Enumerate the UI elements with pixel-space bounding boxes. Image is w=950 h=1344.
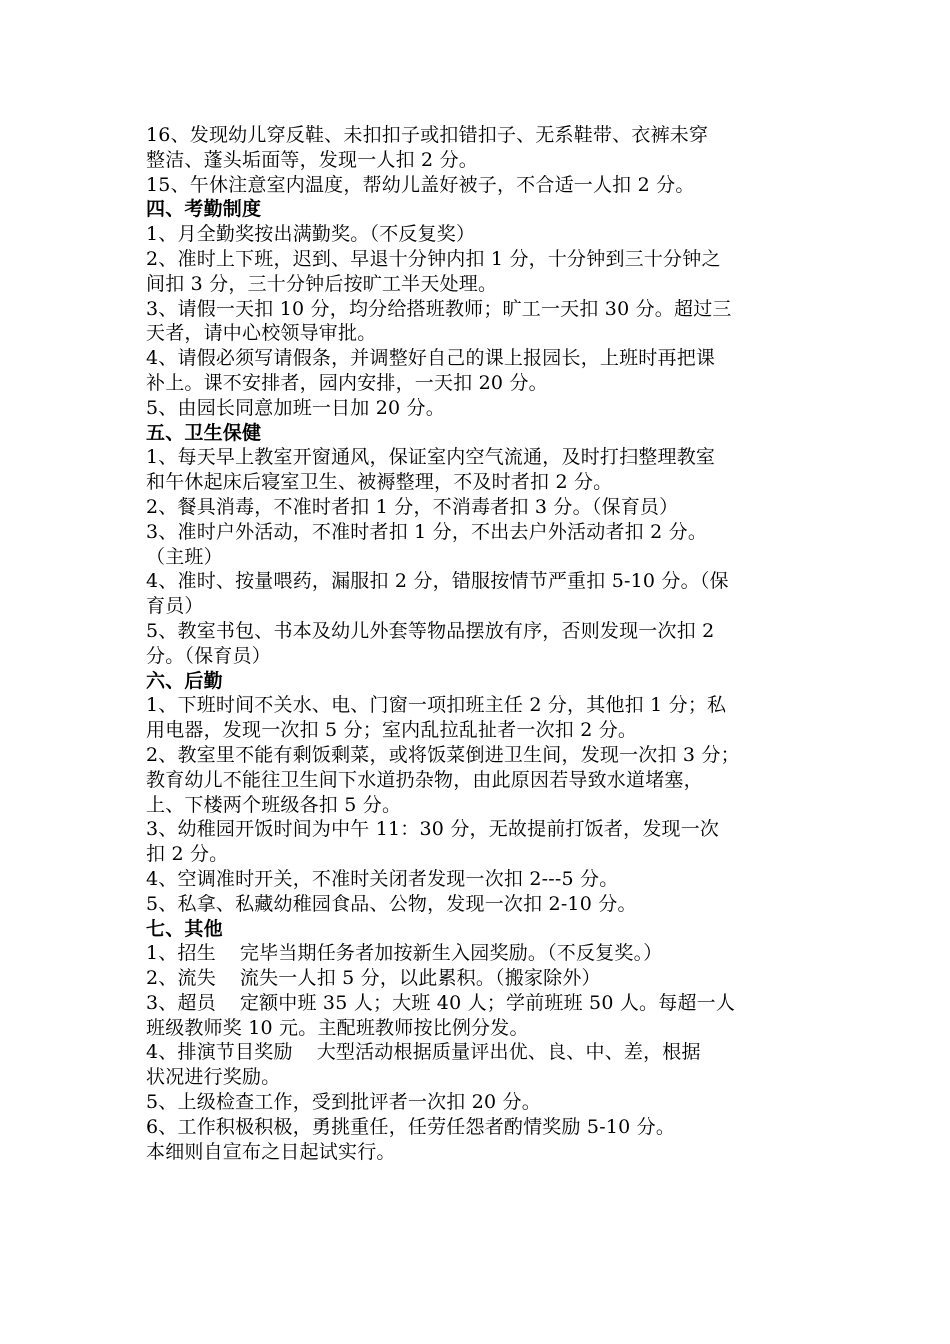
text-line [146,941,814,966]
line-text: 上、下楼两个班级各扣 5 分。 [146,793,402,816]
line-text: （主班） [146,545,223,568]
line-text: 3、请假一天扣 10 分，均分给搭班教师；旷工一天扣 30 分。超过三 [146,297,732,320]
line-text: 状况进行奖励。 [146,1066,281,1089]
line-text: 4、请假必须写请假条，并调整好自己的课上报园长，上班时再把课 [146,347,716,370]
text-line [146,470,814,495]
text-line [146,222,814,247]
line-text: 5、由园长同意加班一日加 20 分。 [146,396,445,419]
line-text: 2、餐具消毒，不准时者扣 1 分，不消毒者扣 3 分。（保育员） [146,495,679,518]
text-line [146,892,814,917]
text-line [146,1040,814,1065]
text-line [146,545,814,570]
text-line [146,297,814,322]
text-line [146,321,814,346]
line-text: 1、下班时间不关水、电、门窗一项扣班主任 2 分，其他扣 1 分；私 [146,694,727,717]
line-rest-text: 完毕当期任务者加按新生入园奖励。（不反复奖。） [239,942,663,965]
text-line [146,272,814,297]
text-line [146,569,814,594]
text-line [146,619,814,644]
text-line [146,842,814,867]
text-line [146,1016,814,1041]
text-line [146,817,814,842]
line-text: 1、每天早上教室开窗通风，保证室内空气流通，及时打扫整理教室 [146,446,716,469]
line-text: 5、教室书包、书本及幼儿外套等物品摆放有序，否则发现一次扣 2 [146,619,715,642]
text-line [146,123,814,148]
line-text: 班级教师奖 10 元。主配班教师按比例分发。 [146,1016,529,1039]
section-heading [146,197,814,222]
line-text: 4、排演节目奖励 [146,1041,293,1064]
line-rest-text: 大型活动根据质量评出优、良、中、差，根据 [316,1041,701,1064]
document-page [146,123,814,1164]
section-heading [146,421,814,446]
text-line [146,594,814,619]
line-text: 整洁、蓬头垢面等，发现一人扣 2 分。 [146,148,478,171]
text-line [146,371,814,396]
text-line [146,1090,814,1115]
line-text: 5、上级检查工作，受到批评者一次扣 20 分。 [146,1091,541,1114]
text-line [146,346,814,371]
line-text: 本细则自宣布之日起试实行。 [146,1140,396,1163]
text-line [146,966,814,991]
text-line [146,445,814,470]
text-line [146,396,814,421]
text-line [146,644,814,669]
line-text: 16、发现幼儿穿反鞋、未扣扣子或扣错扣子、无系鞋带、衣裤未穿 [146,124,709,146]
line-text: 五、卫生保健 [146,421,262,444]
text-line [146,718,814,743]
section-heading [146,669,814,694]
line-text: 六、后勤 [146,669,223,692]
line-text: 6、工作积极积极，勇挑重任，任劳任怨者酌情奖励 5-10 分。 [146,1115,676,1138]
text-line [146,1115,814,1140]
line-text: 和午休起床后寝室卫生、被褥整理，不及时者扣 2 分。 [146,471,613,494]
line-text: 1、月全勤奖按出满勤奖。（不反复奖） [146,223,476,246]
line-text: 2、教室里不能有剩饭剩菜，或将饭菜倒进卫生间，发现一次扣 3 分； [146,743,740,766]
line-text: 15、午休注意室内温度，帮幼儿盖好被子，不合适一人扣 2 分。 [146,173,695,196]
line-rest-text: 流失一人扣 5 分，以此累积。（搬家除外） [239,967,601,990]
line-text: 间扣 3 分，三十分钟后按旷工半天处理。 [146,272,498,295]
line-text: 扣 2 分。 [146,843,229,866]
line-rest-text: 定额中班 35 人；大班 40 人；学前班班 50 人。每超一人 [239,991,736,1014]
text-line [146,867,814,892]
line-text: 4、空调准时开关，不准时关闭者发现一次扣 2---5 分。 [146,867,619,890]
line-text: 3、幼稚园开饭时间为中午 11：30 分，无故提前打饭者，发现一次 [146,818,720,841]
text-line [146,1140,814,1165]
text-line [146,768,814,793]
line-text: 3、超员 [146,991,216,1014]
line-text: 1、招生 [146,942,216,965]
text-line [146,520,814,545]
line-text: 5、私拿、私藏幼稚园食品、公物，发现一次扣 2-10 分。 [146,892,637,915]
line-text: 2、准时上下班，迟到、早退十分钟内扣 1 分，十分钟到三十分钟之 [146,247,721,270]
line-text: 教育幼儿不能往卫生间下水道扔杂物，由此原因若导致水道堵塞， [146,768,703,791]
line-text: 用电器，发现一次扣 5 分；室内乱拉乱扯者一次扣 2 分。 [146,719,638,742]
text-line [146,693,814,718]
line-text: 七、其他 [146,917,223,940]
text-line [146,148,814,173]
text-line [146,743,814,768]
line-text: 2、流失 [146,967,216,990]
text-line [146,173,814,198]
line-text: 天者，请中心校领导审批。 [146,322,377,345]
text-line [146,1065,814,1090]
line-text: 补上。课不安排者，园内安排，一天扣 20 分。 [146,371,548,394]
section-heading [146,917,814,942]
text-line [146,247,814,272]
line-text: 育员） [146,595,204,618]
line-text: 4、准时、按量喂药，漏服扣 2 分，错服按情节严重扣 5-10 分。（保 [146,570,729,593]
text-line [146,991,814,1016]
line-text: 分。（保育员） [146,644,271,667]
line-text: 3、准时户外活动，不准时者扣 1 分，不出去户外活动者扣 2 分。 [146,520,708,543]
text-line [146,495,814,520]
line-text: 四、考勤制度 [146,198,262,221]
text-line [146,793,814,818]
